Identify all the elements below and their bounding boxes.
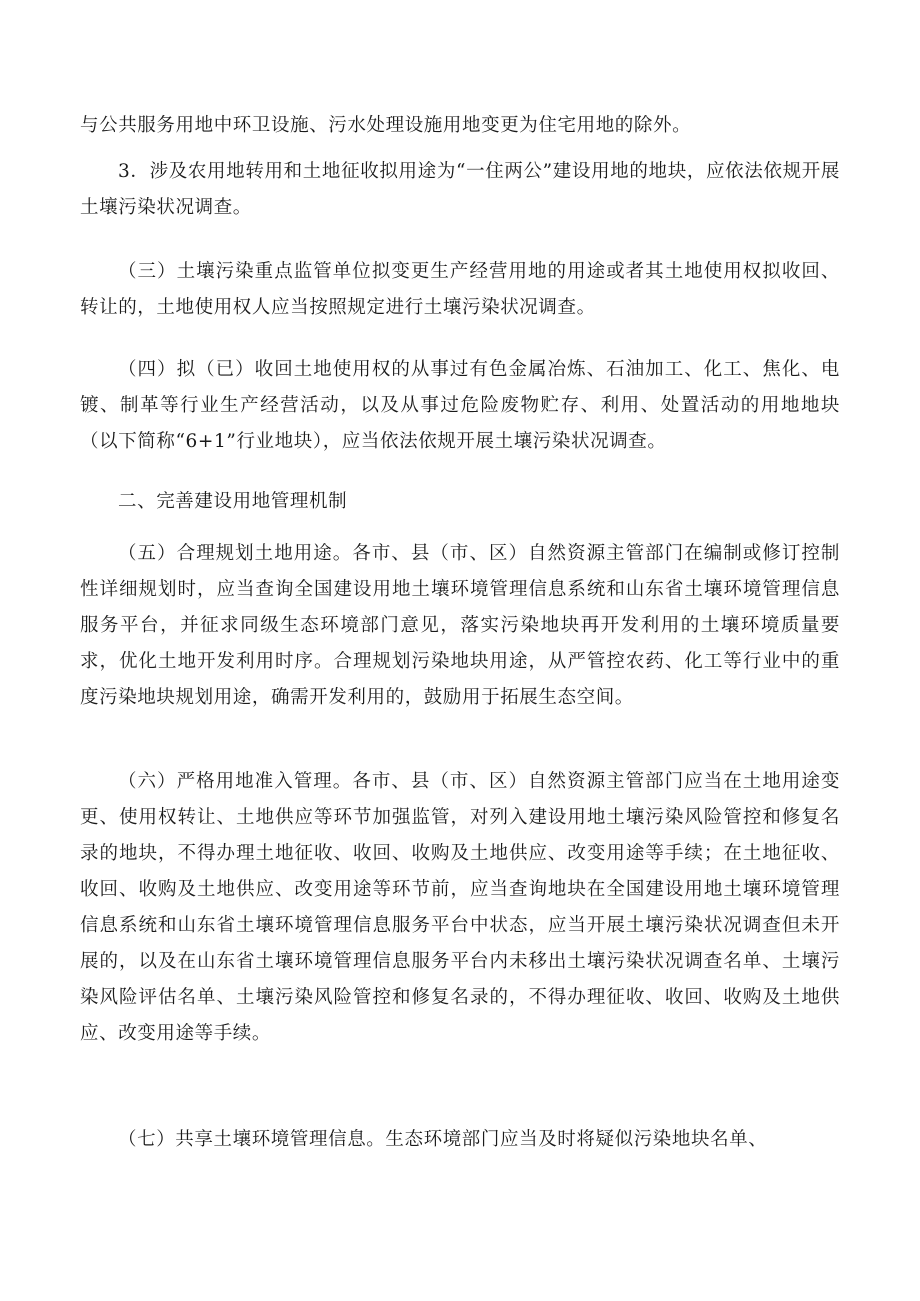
- paragraph-section-7: （七）共享土壤环境管理信息。生态环境部门应当及时将疑似污染地块名单、: [118, 1129, 768, 1150]
- paragraph-continuation: 与公共服务用地中环卫设施、污水处理设施用地变更为住宅用地的除外。: [80, 115, 692, 136]
- paragraph-section-5: （五）合理规划土地用途。各市、县（市、区）自然资源主管部门在编制或修订控制性详细规划时，应当查询全国建设用地土壤环境管理信息系统和山东省土壤环境管理信息服务平台，并征求同级生态环境部门意见，落实污染地块再开发利用的土壤环境质量要求，优化土地开发利用时序。合理规划污染地块用途，从严管控农药、化工等行业中的重度污染地块规划用途，确需开发利用的，鼓励用于拓展生态空间。: [80, 543, 840, 708]
- section-heading-2: 二、完善建设用地管理机制: [118, 491, 348, 512]
- paragraph-section-3: （三）土壤污染重点监管单位拟变更生产经营用地的用途或者其土地使用权拟收回、转让的，土地使用权人应当按照规定进行土壤污染状况调查。: [80, 261, 840, 318]
- paragraph-section-4: （四）拟（已）收回土地使用权的从事过有色金属冶炼、石油加工、化工、焦化、电镀、制革等行业生产经营活动，以及从事过危险废物贮存、利用、处置活动的用地地块（以下简称“6+1”行业地块），应当依法依规开展土壤污染状况调查。: [80, 359, 840, 452]
- paragraph-item-3: 3．涉及农用地转用和土地征收拟用途为“一住两公”建设用地的地块，应依法依规开展土壤污染状况调查。: [80, 161, 840, 218]
- paragraph-section-6: （六）严格用地准入管理。各市、县（市、区）自然资源主管部门应当在土地用途变更、使用权转让、土地供应等环节加强监管，对列入建设用地土壤污染风险管控和修复名录的地块，不得办理土地征收、收回、收购及土地供应、改变用途等手续；在土地征收、收回、收购及土地供应、改变用途等环节前，应当查询地块在全国建设用地土壤环境管理信息系统和山东省土壤环境管理信息服务平台中状态，应当开展土壤污染状况调查但未开展的，以及在山东省土壤环境管理信息服务平台内未移出土壤污染状况调查名单、土壤污染风险评估名单、土壤污染风险管控和修复名录的，不得办理征收、收回、收购及土地供应、改变用途等手续。: [80, 771, 840, 1044]
